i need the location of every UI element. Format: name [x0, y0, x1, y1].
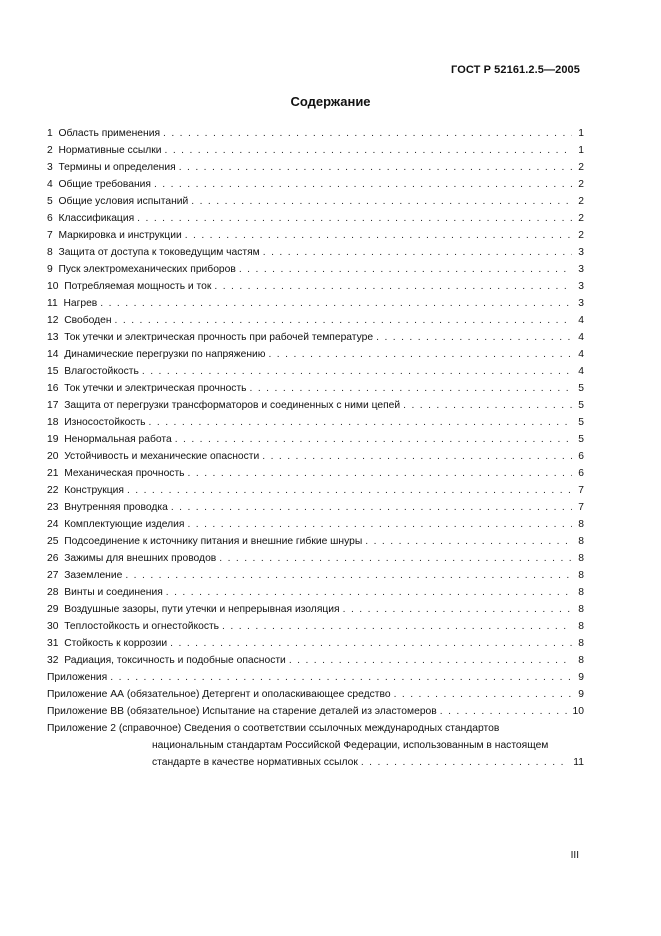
toc-entry[interactable]: [47, 567, 584, 584]
toc-page-number: 4: [578, 349, 584, 360]
toc-entry-number: 27: [47, 570, 59, 581]
toc-entry-text: [47, 414, 149, 431]
toc-entry[interactable]: [47, 465, 584, 482]
toc-page-number: 4: [578, 366, 584, 377]
toc-entry-number: 10: [47, 281, 59, 292]
toc-page-number: 5: [578, 400, 584, 411]
dot-leader: [343, 601, 572, 618]
toc-page-number: 11: [573, 757, 584, 768]
toc-entry[interactable]: [47, 482, 584, 499]
dot-leader: [262, 448, 572, 465]
toc-entry-number: 19: [47, 434, 59, 445]
toc-entry-text: [47, 499, 171, 516]
toc-entry[interactable]: [47, 278, 584, 295]
toc-entry-text: [47, 669, 110, 686]
toc-entry-label: Пуск электромеханических приборов: [58, 264, 236, 275]
toc-entry-label: Механическая прочность: [64, 468, 185, 479]
dot-leader: [222, 618, 572, 635]
dot-leader: [239, 261, 572, 278]
toc-entry-label: Нагрев: [63, 298, 98, 309]
dot-leader: [154, 176, 572, 193]
toc-entry-number: 13: [47, 332, 59, 343]
dot-leader: [361, 754, 569, 771]
toc-entry-number: 8: [47, 247, 53, 258]
toc-page-number: 5: [578, 383, 584, 394]
toc-entry-text: [47, 431, 175, 448]
toc-entry[interactable]: [47, 346, 584, 363]
toc-entry-number: 28: [47, 587, 59, 598]
toc-entry-number: 18: [47, 417, 59, 428]
toc-entry-label: Общие требования: [58, 179, 151, 190]
toc-page-number: 2: [578, 213, 584, 224]
dot-leader: [163, 125, 572, 142]
toc-entry-appendix-2[interactable]: [47, 720, 584, 771]
page-number-footer: III: [570, 850, 579, 861]
toc-page-number: 8: [578, 604, 584, 615]
toc-entry[interactable]: [47, 499, 584, 516]
toc-entry-text: [47, 584, 166, 601]
toc-entry-text: [47, 227, 185, 244]
toc-entry-label: Радиация, токсичность и подобные опасности: [64, 655, 286, 666]
dot-leader: [142, 363, 572, 380]
toc-entry-text: [47, 533, 365, 550]
toc-page-number: 8: [578, 621, 584, 632]
dot-leader: [137, 210, 572, 227]
toc-entry-number: 20: [47, 451, 59, 462]
toc-entry[interactable]: [47, 363, 584, 380]
toc-page-number: 5: [578, 417, 584, 428]
toc-page-number: 4: [578, 315, 584, 326]
toc-entry-number: 29: [47, 604, 59, 615]
toc-entry[interactable]: [47, 550, 584, 567]
toc-entry-text: [47, 567, 125, 584]
toc-entry-label: Комплектующие изделия: [64, 519, 185, 530]
dot-leader: [268, 346, 572, 363]
toc-page-number: 8: [578, 655, 584, 666]
toc-entry[interactable]: [47, 397, 584, 414]
toc-page-number: 8: [578, 570, 584, 581]
dot-leader: [165, 142, 572, 159]
toc-entry-number: 26: [47, 553, 59, 564]
toc-entry-label: Ток утечки и электрическая прочность при рабочей температуре: [64, 332, 374, 343]
toc-entry-number: 30: [47, 621, 59, 632]
dot-leader: [394, 686, 572, 703]
dot-leader: [170, 635, 572, 652]
toc-entry-label: Маркировка и инструкции: [58, 230, 182, 241]
toc-entry[interactable]: [47, 584, 584, 601]
dot-leader: [263, 244, 572, 261]
toc-page-number: 3: [578, 298, 584, 309]
toc-page-number: 8: [578, 638, 584, 649]
dot-leader: [179, 159, 572, 176]
toc-entry-label: Винты и соединения: [64, 587, 163, 598]
toc-entry-label: Теплостойкость и огнестойкость: [64, 621, 220, 632]
toc-entry-label: Область применения: [58, 128, 161, 139]
toc-entry-number: 17: [47, 400, 59, 411]
dot-leader: [125, 567, 572, 584]
toc-entry-number: 4: [47, 179, 53, 190]
toc-entry[interactable]: [47, 618, 584, 635]
document-code-header: ГОСТ Р 52161.2.5—2005: [451, 64, 580, 76]
toc-entry-number: 22: [47, 485, 59, 496]
toc-entries: [47, 125, 584, 720]
dot-leader: [175, 431, 572, 448]
toc-entry-label: Влагостойкость: [64, 366, 139, 377]
toc-page-number: 9: [578, 672, 584, 683]
toc-page-number: 8: [578, 587, 584, 598]
toc-entry-text: [47, 703, 440, 720]
dot-leader: [127, 482, 572, 499]
dot-leader: [115, 312, 572, 329]
toc-entry-number: 14: [47, 349, 59, 360]
toc-page-number: 3: [578, 264, 584, 275]
toc-entry-label: Приложение ВВ (обязательное) Испытание на старение деталей из эластомеров: [47, 706, 437, 717]
toc-entry-number: 9: [47, 264, 53, 275]
toc-page-number: 2: [578, 179, 584, 190]
toc-entry-appendix-2-line-1: Приложение 2 (справочное) Сведения о соответствии ссылочных международных стандартов: [47, 723, 500, 734]
toc-entry-text: [47, 635, 170, 652]
toc-entry-text: [47, 295, 100, 312]
toc-entry-text: [47, 550, 219, 567]
toc-entry-text: [47, 363, 142, 380]
toc-entry-text: [47, 329, 376, 346]
toc-entry[interactable]: [47, 227, 584, 244]
dot-leader: [219, 550, 572, 567]
dot-leader: [214, 278, 572, 295]
toc-entry-number: 7: [47, 230, 53, 241]
toc-entry-label: Защита от перегрузки трансформаторов и соединенных с ними цепей: [64, 400, 401, 411]
toc-entry[interactable]: [47, 669, 584, 686]
toc-page-number: 3: [578, 281, 584, 292]
toc-entry-number: 11: [47, 298, 58, 309]
toc-entry-label: Приложение АА (обязательное) Детергент и ополаскивающее средство: [47, 689, 391, 700]
dot-leader: [440, 703, 569, 720]
dot-leader: [149, 414, 572, 431]
toc-entry-text: стандарте в качестве нормативных ссылок: [152, 757, 358, 768]
toc-entry-label: Динамические перегрузки по напряжению: [64, 349, 266, 360]
toc-entry[interactable]: [47, 635, 584, 652]
toc-page-number: 8: [578, 553, 584, 564]
toc-entry-number: 15: [47, 366, 59, 377]
toc-entry-text: [47, 244, 263, 261]
dot-leader: [250, 380, 572, 397]
toc-entry-label: Ненормальная работа: [64, 434, 172, 445]
toc-entry-text: [47, 159, 179, 176]
toc-entry-number: 6: [47, 213, 53, 224]
toc-page-number: 2: [578, 162, 584, 173]
toc-entry-number: 31: [47, 638, 59, 649]
toc-entry-label: Приложения: [47, 672, 108, 683]
toc-page-number: 6: [578, 468, 584, 479]
toc-entry-number: 16: [47, 383, 59, 394]
toc-entry-label: Внутренняя проводка: [64, 502, 168, 513]
toc-entry-text: [47, 652, 289, 669]
toc-entry-text: [47, 176, 154, 193]
toc-entry[interactable]: [47, 380, 584, 397]
toc-entry[interactable]: [47, 431, 584, 448]
dot-leader: [289, 652, 572, 669]
toc-entry-number: 12: [47, 315, 59, 326]
toc-entry[interactable]: [47, 601, 584, 618]
toc-entry-label: Конструкция: [64, 485, 124, 496]
toc-entry[interactable]: [47, 448, 584, 465]
toc-entry[interactable]: [47, 516, 584, 533]
toc-page-number: 8: [578, 536, 584, 547]
toc-entry[interactable]: [47, 193, 584, 210]
toc-entry[interactable]: [47, 125, 584, 142]
toc-page-number: 4: [578, 332, 584, 343]
toc-entry[interactable]: [47, 210, 584, 227]
page-title: Содержание: [290, 94, 371, 109]
dot-leader: [188, 465, 572, 482]
dot-leader: [185, 227, 572, 244]
toc-entry-number: 32: [47, 655, 59, 666]
dot-leader: [166, 584, 572, 601]
toc-entry-text: [47, 601, 343, 618]
toc-page-number: 3: [578, 247, 584, 258]
toc-entry[interactable]: [47, 176, 584, 193]
toc-entry-label: Ток утечки и электрическая прочность: [64, 383, 247, 394]
toc-entry[interactable]: [47, 414, 584, 431]
dot-leader: [403, 397, 572, 414]
toc-entry-text: [47, 125, 163, 142]
toc-entry-number: 21: [47, 468, 59, 479]
toc-entry[interactable]: [47, 261, 584, 278]
toc-entry-label: Зажимы для внешних проводов: [64, 553, 217, 564]
toc-entry[interactable]: [47, 142, 584, 159]
toc-entry[interactable]: [47, 686, 584, 703]
toc-entry-label: Потребляемая мощность и ток: [64, 281, 212, 292]
toc-page-number: 9: [578, 689, 584, 700]
dot-leader: [171, 499, 572, 516]
toc-entry-label: Классификация: [58, 213, 135, 224]
toc-entry[interactable]: [47, 652, 584, 669]
toc-entry[interactable]: [47, 329, 584, 346]
toc-page-number: 2: [578, 196, 584, 207]
toc-entry-number: 3: [47, 162, 53, 173]
toc-entry-label: Подсоединение к источнику питания и внешние гибкие шнуры: [64, 536, 363, 547]
dot-leader: [100, 295, 572, 312]
toc-entry-text: [47, 210, 137, 227]
dot-leader: [110, 669, 572, 686]
toc-entry-label: Воздушные зазоры, пути утечки и непрерывная изоляция: [64, 604, 340, 615]
toc-entry-appendix-2-line-2: национальным стандартам Российской Федерации, использованным в настоящем: [152, 740, 549, 751]
toc-entry[interactable]: [47, 159, 584, 176]
toc-page-number: 6: [578, 451, 584, 462]
toc-entry[interactable]: [47, 703, 584, 720]
toc-entry-text: [47, 482, 127, 499]
toc-page-number: 5: [578, 434, 584, 445]
toc-page-number: 2: [578, 230, 584, 241]
toc-entry-appendix-2-line-3: [47, 754, 584, 771]
toc-entry-number: 24: [47, 519, 59, 530]
toc-entry-text: [47, 448, 262, 465]
toc-entry[interactable]: [47, 533, 584, 550]
dot-leader: [191, 193, 572, 210]
toc-page-number: 7: [578, 502, 584, 513]
toc-entry[interactable]: [47, 312, 584, 329]
toc-entry-text: [47, 516, 187, 533]
toc-entry-number: 2: [47, 145, 53, 156]
dot-leader: [376, 329, 572, 346]
toc-entry-number: 1: [47, 128, 53, 139]
toc-entry-text: [47, 397, 403, 414]
toc-entry-text: [47, 261, 239, 278]
table-of-contents: [47, 125, 584, 771]
toc-entry-label: Заземление: [64, 570, 123, 581]
toc-entry-label: Устойчивость и механические опасности: [64, 451, 260, 462]
dot-leader: [365, 533, 572, 550]
toc-entry-label: Термины и определения: [58, 162, 176, 173]
toc-entry-label: Общие условия испытаний: [58, 196, 189, 207]
toc-entry-text: [47, 380, 250, 397]
toc-entry-text: [47, 278, 214, 295]
toc-entry-text: [47, 312, 115, 329]
toc-page-number: 7: [578, 485, 584, 496]
toc-page-number: 8: [578, 519, 584, 530]
toc-entry-label: Свободен: [64, 315, 112, 326]
toc-entry-text: [47, 193, 191, 210]
toc-page-number: 10: [572, 706, 584, 717]
toc-page-number: 1: [578, 128, 584, 139]
toc-entry-label: Защита от доступа к токоведущим частям: [58, 247, 260, 258]
toc-entry-number: 5: [47, 196, 53, 207]
toc-entry-number: 25: [47, 536, 59, 547]
toc-entry-text: [47, 346, 268, 363]
toc-entry[interactable]: [47, 244, 584, 261]
toc-entry-text: [47, 142, 165, 159]
toc-entry-label: Стойкость к коррозии: [64, 638, 168, 649]
toc-entry-text: [47, 686, 394, 703]
toc-entry-label: Нормативные ссылки: [58, 145, 162, 156]
toc-entry-text: [47, 465, 188, 482]
toc-entry[interactable]: [47, 295, 584, 312]
dot-leader: [187, 516, 572, 533]
toc-page-number: 1: [578, 145, 584, 156]
toc-entry-label: Износостойкость: [64, 417, 146, 428]
toc-entry-text: [47, 618, 222, 635]
toc-entry-number: 23: [47, 502, 59, 513]
